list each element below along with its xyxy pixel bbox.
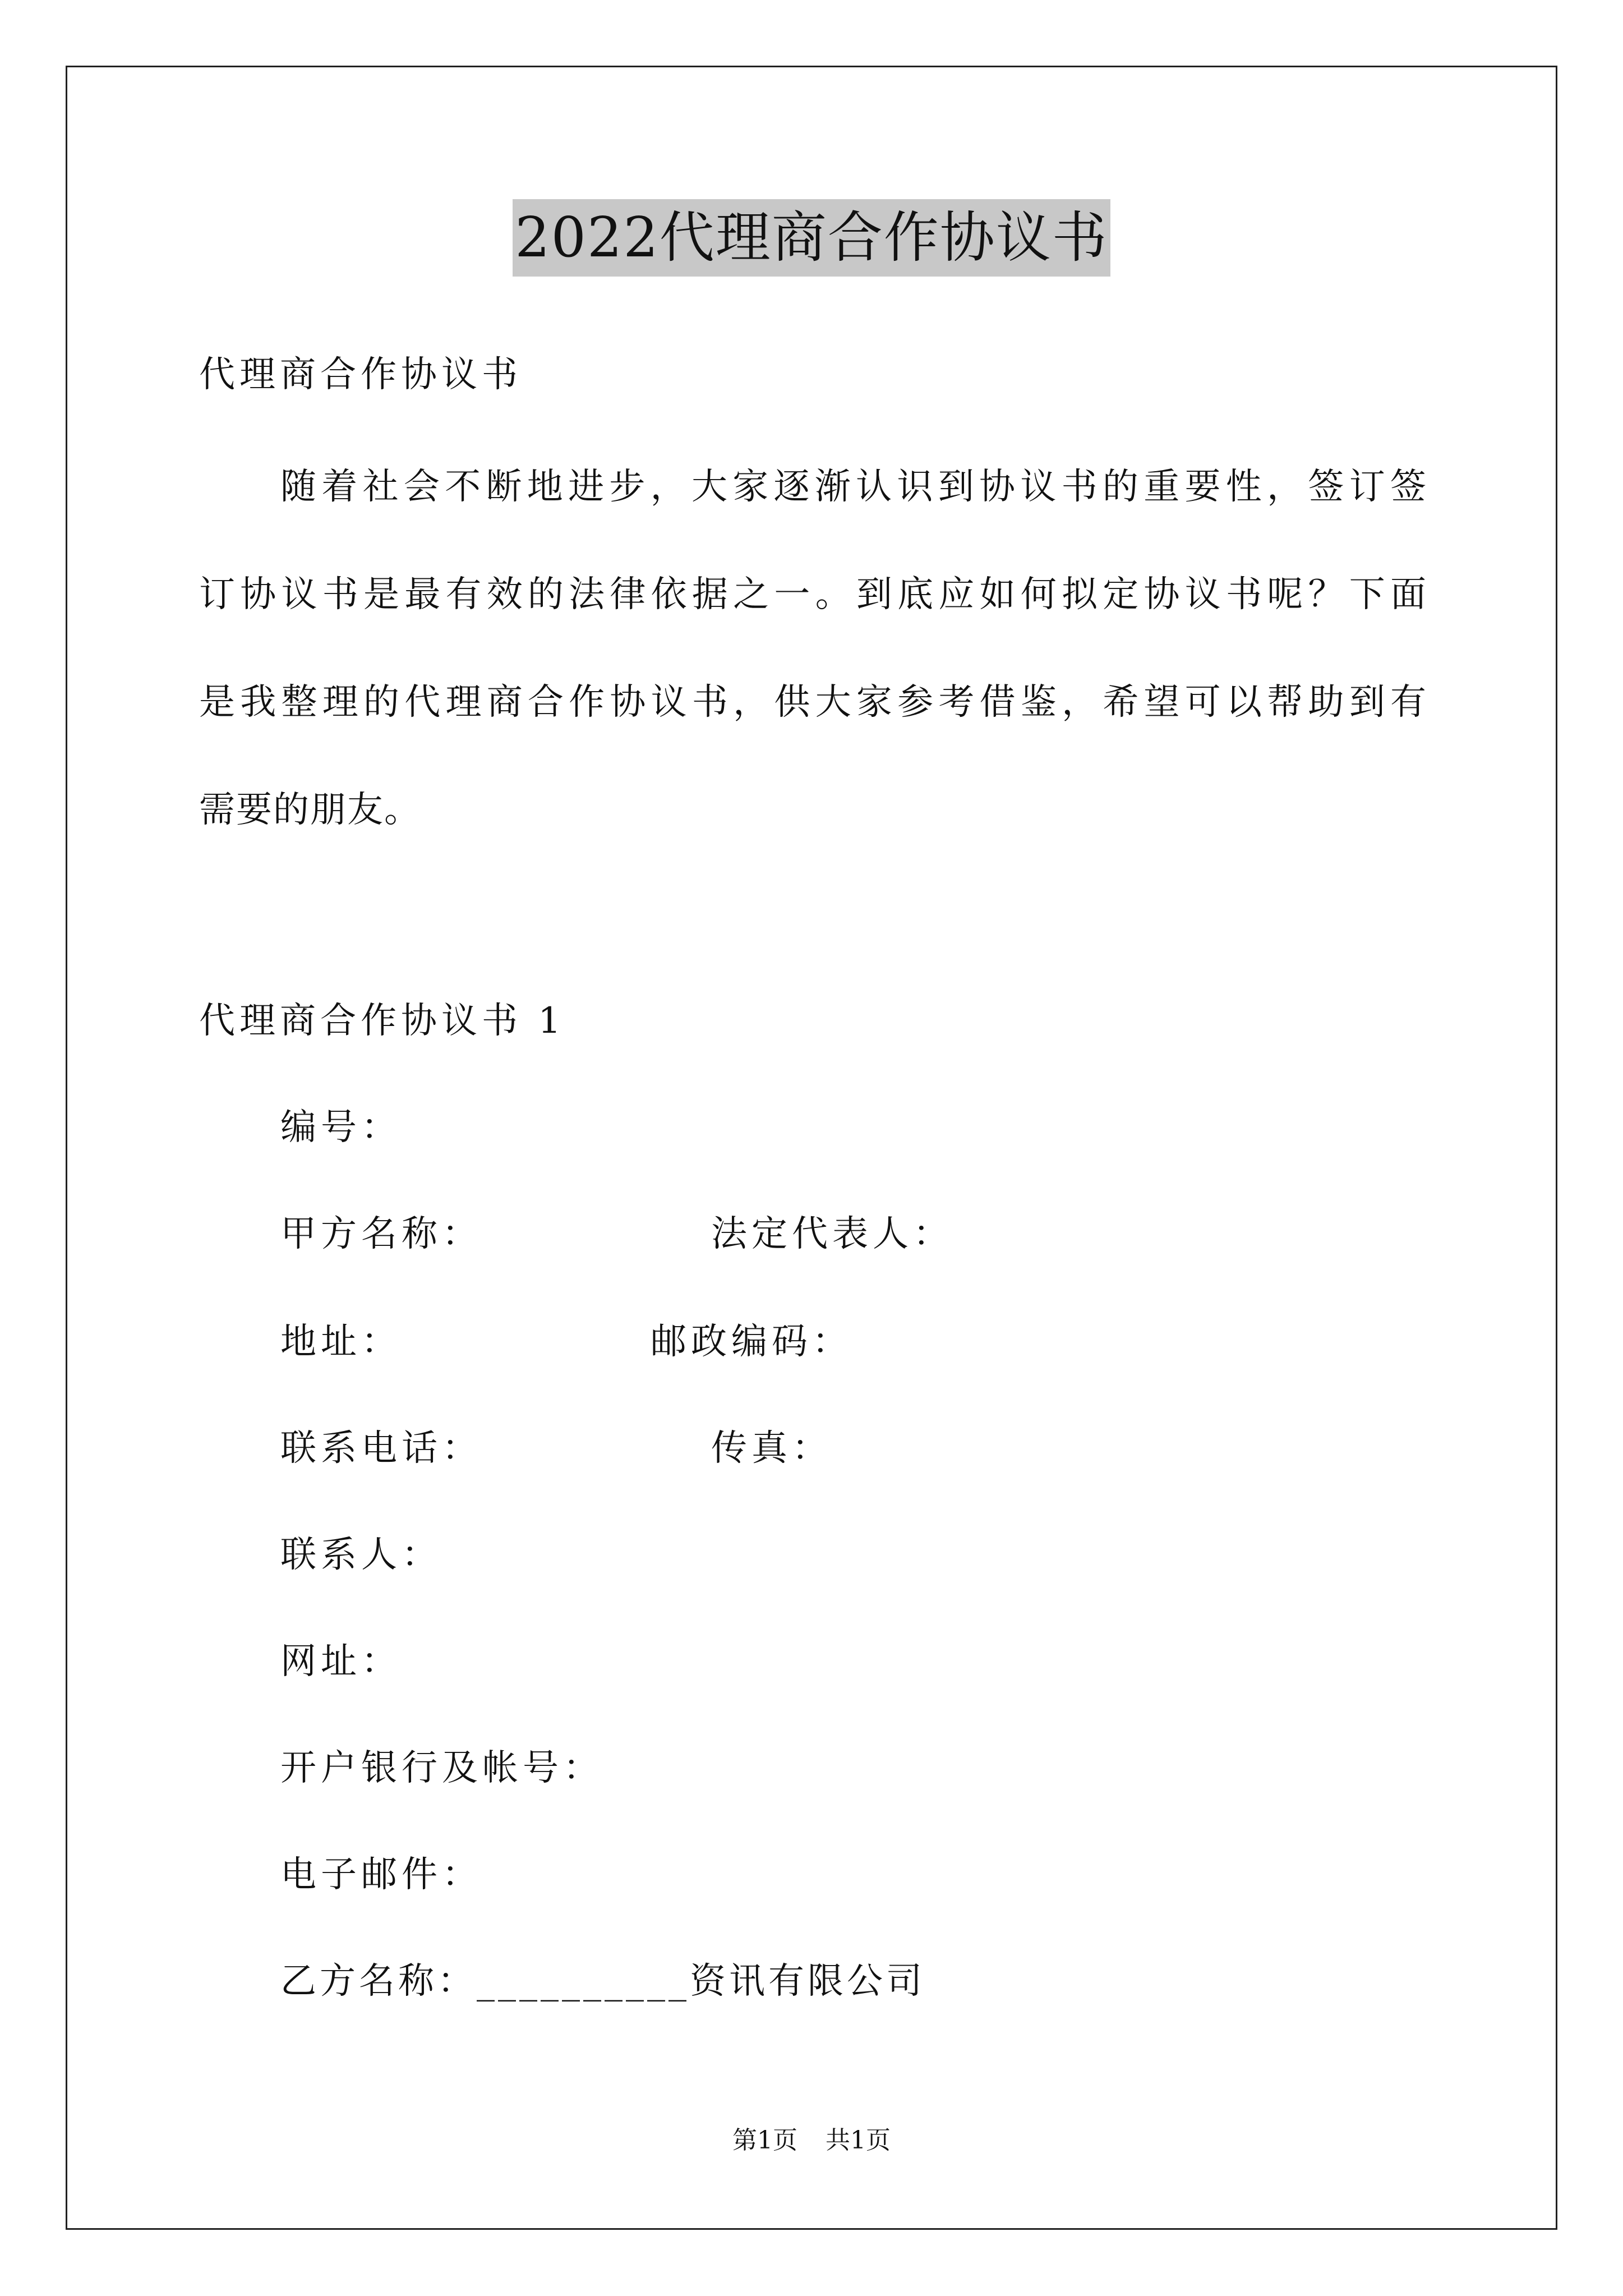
bank-account-label: 开户银行及帐号：	[280, 1747, 603, 1789]
intro-line-4: 需要的朋友。	[199, 789, 421, 831]
postal-code-label: 邮政编码：	[651, 1321, 852, 1363]
fax-label: 传真：	[711, 1428, 832, 1469]
page-total: 共1页	[826, 2126, 891, 2155]
intro-line-2: 订协议书是最有效的法律依据之一。到底应如何拟定协议书呢？下面	[199, 574, 1427, 615]
contact-person-label: 联系人：	[280, 1534, 442, 1576]
document-title	[0, 199, 1623, 277]
party-a-name-label: 甲方名称：	[280, 1213, 482, 1255]
document-title-text: 2022代理商合作协议书	[513, 199, 1110, 277]
party-b-name: 乙方名称：__________资讯有限公司	[280, 1961, 925, 2002]
intro-line-3: 是我整理的代理商合作协议书，供大家参考借鉴，希望可以帮助到有	[199, 682, 1427, 723]
page-current: 第1页	[732, 2126, 797, 2155]
section-heading: 代理商合作协议书 1	[199, 1000, 566, 1042]
website-label: 网址：	[280, 1641, 402, 1682]
intro-line-1: 随着社会不断地进步，大家逐渐认识到协议书的重要性，签订签	[280, 466, 1427, 508]
phone-label: 联系电话：	[280, 1428, 482, 1469]
number-label: 编号：	[280, 1107, 402, 1148]
legal-representative-label: 法定代表人：	[711, 1213, 953, 1255]
page-footer	[0, 2125, 1623, 2156]
document-subtitle: 代理商合作协议书	[199, 354, 522, 395]
email-label: 电子邮件：	[280, 1854, 482, 1895]
address-label: 地址：	[280, 1321, 402, 1363]
